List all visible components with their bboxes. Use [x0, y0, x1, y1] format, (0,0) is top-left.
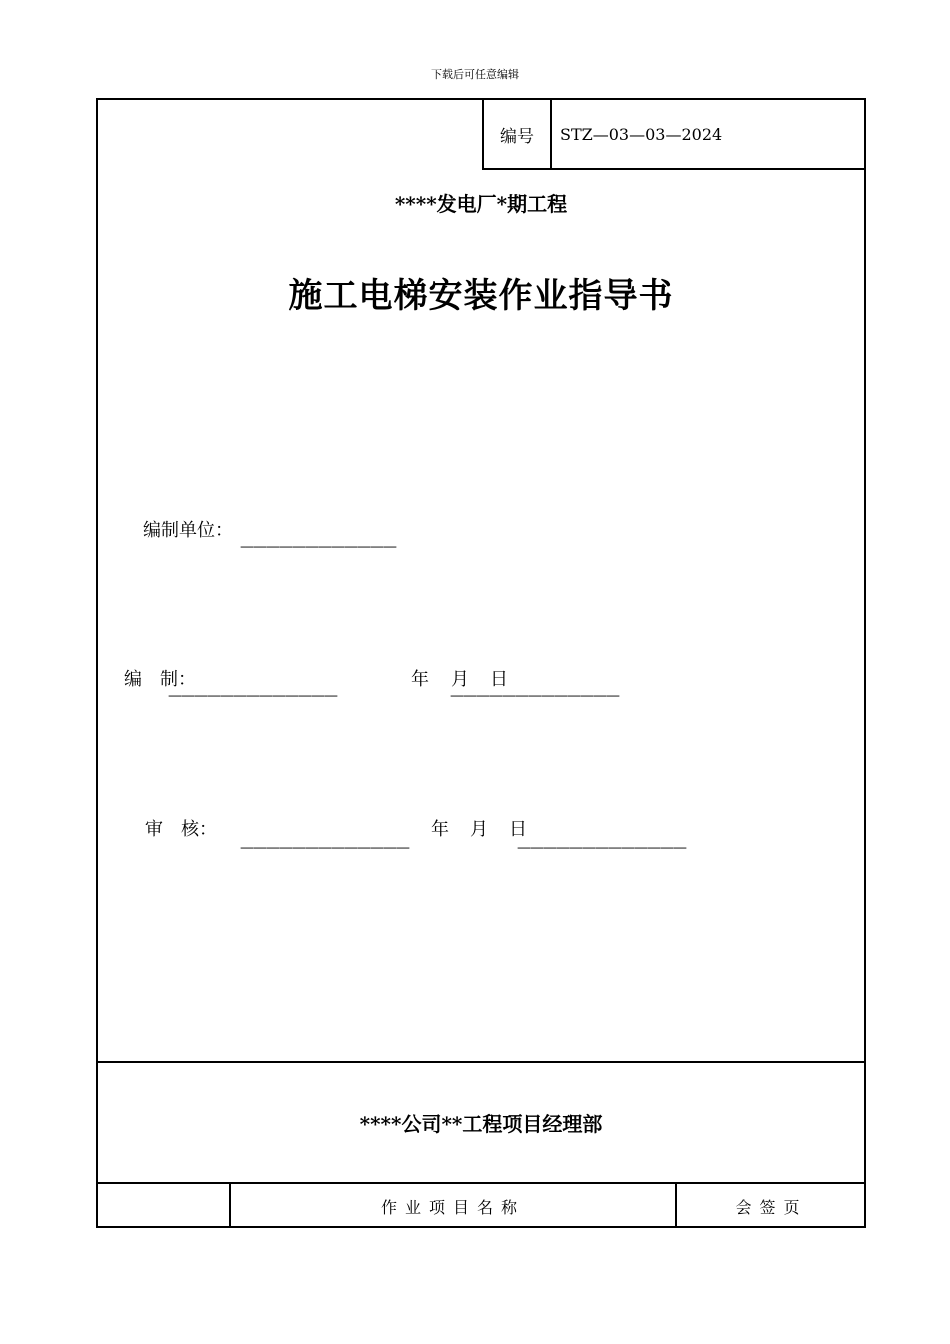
bottom-table-row: [96, 1184, 866, 1228]
bottom-blank-cell: [96, 1184, 231, 1228]
compile-month-label: 月: [451, 669, 469, 690]
review-year-label: 年: [431, 819, 449, 840]
company-name: ****公司**工程项目经理部: [359, 1112, 603, 1136]
company-divider-top: [96, 1061, 866, 1063]
review-month-label: 月: [470, 819, 488, 840]
review-label: 审 核：: [145, 819, 217, 840]
unit-blank-line: ————————————: [240, 539, 396, 555]
code-box: [482, 98, 866, 170]
compile-blank-line: —————————————: [168, 688, 337, 704]
review-date-blank-line: —————————————: [517, 840, 686, 856]
sign-page-cell: 会签页: [735, 1197, 808, 1217]
project-subtitle: ****发电厂*期工程: [394, 192, 568, 216]
compile-day-label: 日: [490, 669, 508, 690]
code-value: STZ—03—03—2024: [560, 124, 723, 144]
header-note: 下载后可任意编辑: [431, 68, 519, 81]
review-day-label: 日: [509, 819, 527, 840]
document-title: 施工电梯安装作业指导书: [288, 276, 674, 316]
unit-label: 编制单位：: [143, 520, 233, 541]
compile-year-label: 年: [411, 669, 429, 690]
code-label: 编号: [484, 100, 552, 168]
compile-date-blank-line: —————————————: [450, 688, 619, 704]
review-blank-line: —————————————: [240, 840, 409, 856]
compile-label: 编 制：: [124, 669, 196, 690]
work-item-name-cell: 作业项目名称: [231, 1184, 677, 1228]
